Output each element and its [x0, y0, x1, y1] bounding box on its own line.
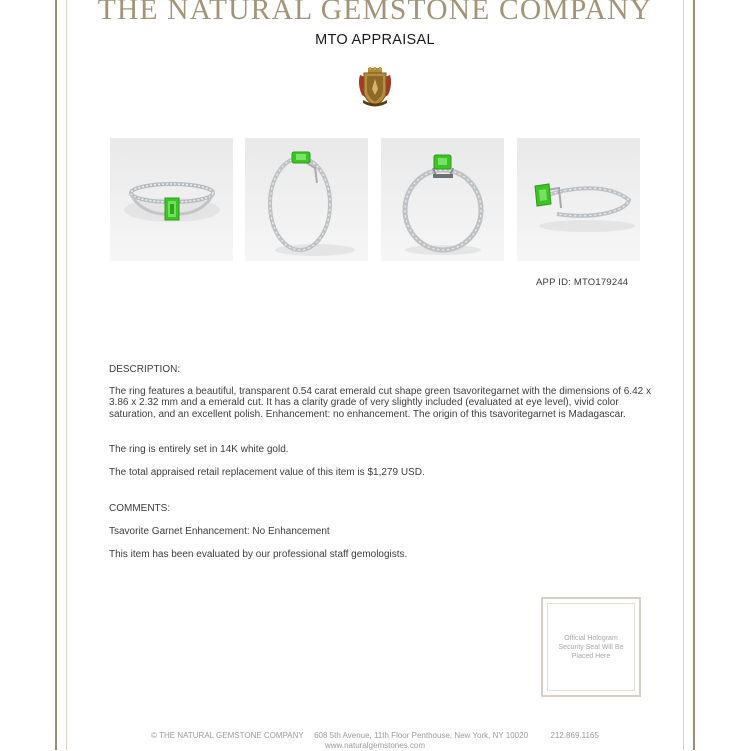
document-subtitle: MTO APPRAISAL: [315, 32, 435, 48]
footer: [0, 731, 750, 751]
frame-border-outer-left: [55, 0, 57, 750]
comment-enhancement: Tsavorite Garnet Enhancement: No Enhancement: [109, 526, 330, 537]
ring-photo-profile-view[interactable]: [517, 138, 640, 261]
frame-border-outer-right: [693, 0, 695, 750]
brand-title: THE NATURAL GEMSTONE COMPANY: [97, 0, 653, 26]
appraisal-id: APP ID: MTO179244: [536, 277, 629, 288]
ring-photo-top-view[interactable]: [110, 138, 233, 261]
comment-evaluation: This item has been evaluated by our professional staff gemologists.: [109, 549, 408, 560]
footer-contact-line: [0, 731, 750, 741]
metal-statement: The ring is entirely set in 14K white gold.: [109, 444, 289, 455]
description-paragraph: The ring features a beautiful, transparent 0.54 carat emerald cut shape green tsavoritegarnet with the dimensions of 6.42 x 3.86 x 2.32 mm and a emerald cut. It has a clarity grade of very slightly included (evaluated at eye level), vivid color saturation, and an excellent polish. Enhancement: no enhancement. The origin of this tsavoritegarnet is Madagascar.: [109, 386, 651, 420]
description-heading: DESCRIPTION:: [109, 364, 181, 375]
frame-border-inner-right: [683, 0, 684, 750]
ring-photo-front-view[interactable]: [381, 138, 504, 261]
hologram-seal-inner-border: [547, 603, 635, 691]
comments-heading: COMMENTS:: [109, 503, 171, 514]
footer-address: 608 5th Avenue, 11th Floor Penthouse, New York, NY 10020: [314, 731, 529, 740]
appraised-value-statement: The total appraised retail replacement value of this item is $1,279 USD.: [109, 467, 425, 478]
ring-photo-side-view[interactable]: [245, 138, 368, 261]
hologram-seal-text: Official Hologram Security Seal Will Be Placed Here: [558, 634, 624, 660]
heraldic-crest-icon: [357, 67, 393, 109]
footer-phone: 212.869.1165: [550, 731, 599, 740]
frame-border-inner-left: [66, 0, 67, 750]
hologram-seal-placeholder: [541, 597, 641, 697]
footer-company: © THE NATURAL GEMSTONE COMPANY: [151, 731, 304, 740]
footer-website[interactable]: www.naturalgemstones.com: [324, 741, 426, 750]
